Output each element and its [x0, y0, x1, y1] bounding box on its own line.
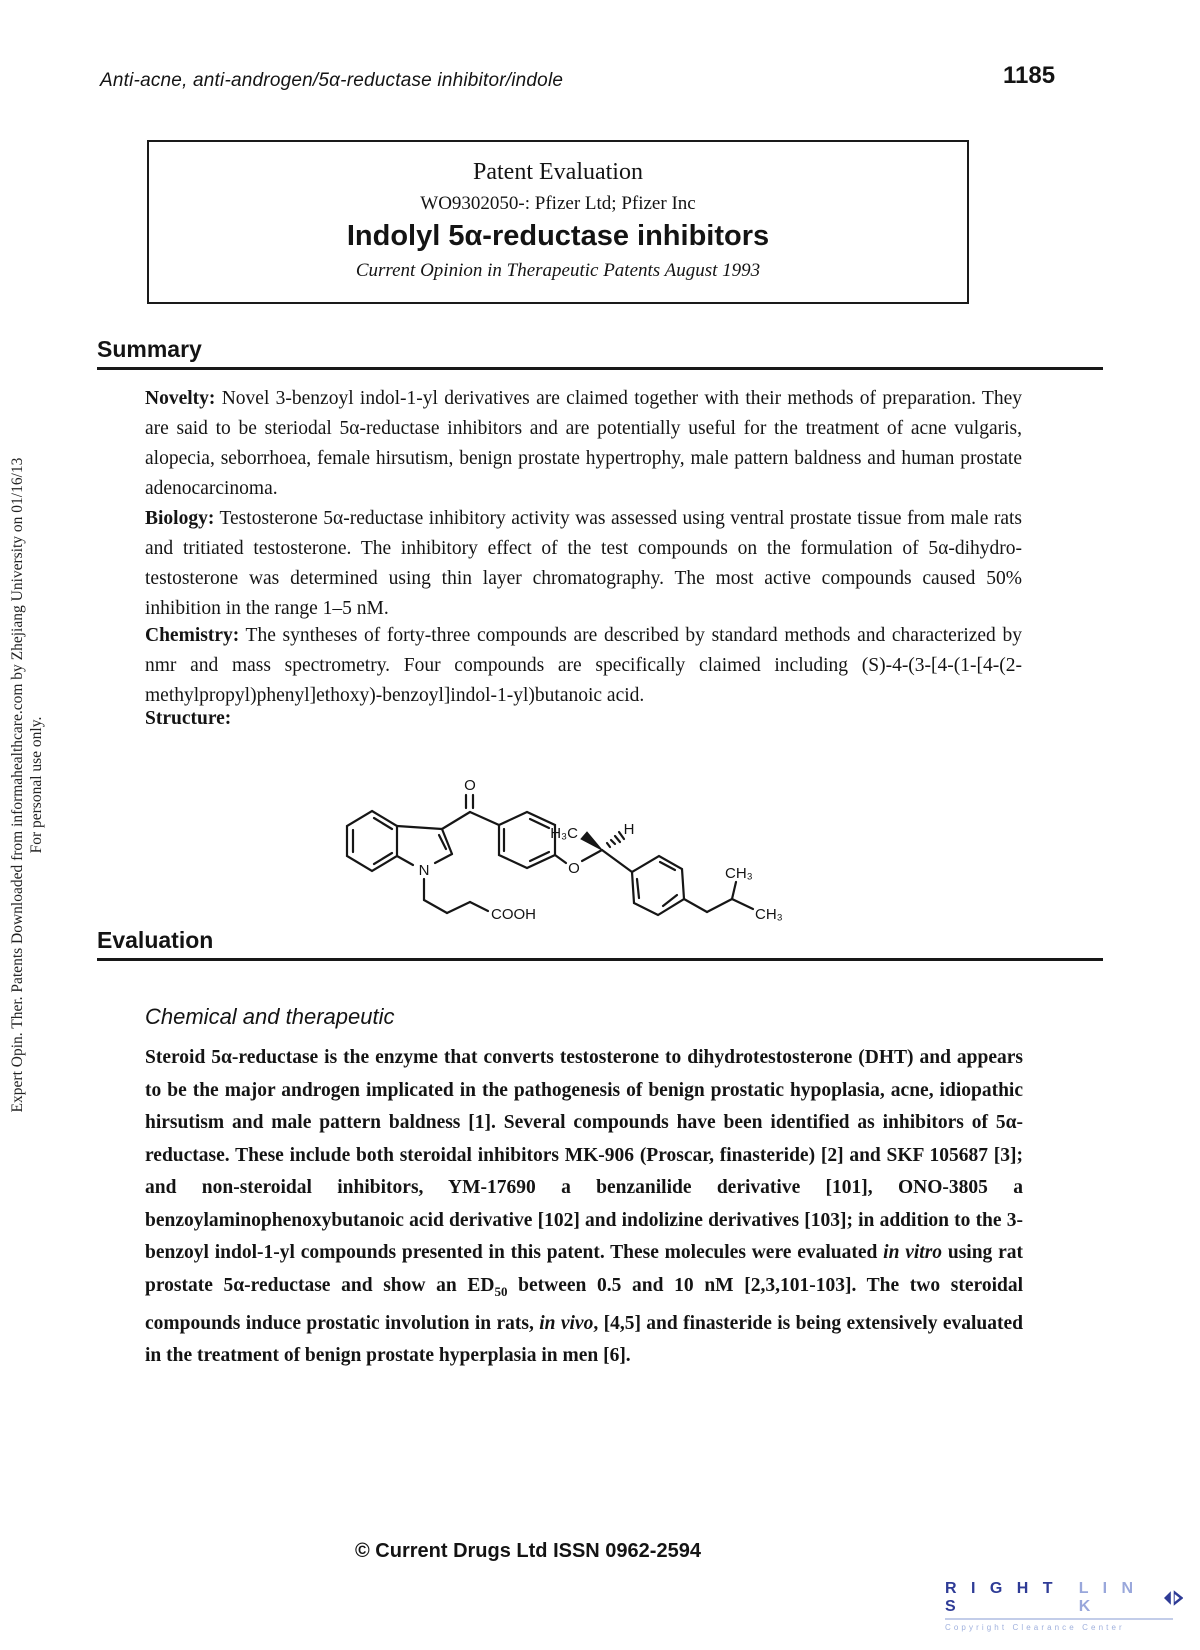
page-number: 1185: [1003, 62, 1056, 89]
chemical-structure-diagram: [312, 742, 812, 930]
central-phenyl-ring: [499, 812, 555, 868]
rightslink-divider: [945, 1618, 1173, 1620]
rightslink-tagline: Copyright Clearance Center: [945, 1623, 1125, 1632]
structure-label: Structure:: [145, 708, 232, 729]
eval-seg4: , [4,5] and finasteride is being extensively evaluated in the treatment of benign prostate hyperplasia in men [6].: [145, 1312, 1023, 1367]
rightslink-rights-text: R I G H T S: [945, 1580, 1058, 1615]
rightslink-logo[interactable]: [945, 1580, 1183, 1632]
evaluation-heading: Evaluation: [97, 927, 214, 953]
novelty-label: Novelty:: [145, 388, 216, 409]
indole-benzene-ring: [347, 811, 397, 871]
sidebar-line2: For personal use only.: [28, 716, 45, 854]
chemistry-paragraph: [145, 621, 1022, 711]
rightslink-wordmark: [945, 1580, 1183, 1616]
eval-ed50-subscript: 50: [494, 1283, 508, 1299]
running-head: Anti-acne, anti-androgen/5α-reductase inhibitor/indole: [100, 70, 564, 91]
evaluation-rule: [97, 958, 1103, 961]
rightslink-link-text: L I N K: [1078, 1580, 1139, 1615]
eval-italic-in-vivo: in vivo: [539, 1312, 594, 1334]
novelty-text: Novel 3-benzoyl indol-1-yl derivatives are claimed together with their methods of preparation. They are said to be steriodal 5α-reductase inhibitors and are potentially useful for the treatment of acne vulgaris, alopecia, seborrhoea, female hirsutism, benign prostate hypertrophy, male pattern baldness and human prostate adenocarcinoma.: [145, 388, 1022, 499]
biology-text: Testosterone 5α-reductase inhibitory activity was assessed using ventral prostate tissue from male rats and tritiated testosterone. The inhibitory effect of the test compounds on the formulation of 5α-dihydro-testosterone was determined using thin layer chromatography. The most active compounds caused 50% inhibition in the range 1–5 nM.: [145, 508, 1022, 619]
stereo-h-label: H: [623, 821, 635, 838]
biology-paragraph: [145, 504, 1022, 624]
source-line: Current Opinion in Therapeutic Patents August 1993: [355, 260, 761, 281]
title-box: [147, 140, 969, 304]
summary-rule: [97, 367, 1103, 370]
eval-italic-in-vitro: in vitro: [883, 1242, 943, 1263]
eval-seg2: using rat prostate 5α-reductase and show an ED: [145, 1242, 1023, 1296]
lower-methyl-label: CH₃: [755, 906, 783, 923]
copyright-footer: © Current Drugs Ltd ISSN 0962-2594: [355, 1540, 701, 1562]
h3c-label: H₃C: [550, 825, 578, 842]
chemistry-label: Chemistry:: [145, 625, 240, 646]
rightslink-arrow-icon: [1164, 1590, 1183, 1606]
evaluation-body: [145, 1042, 1023, 1373]
wedge-bond: [581, 832, 602, 850]
evaluation-subheading: Chemical and therapeutic: [145, 1004, 395, 1029]
patent-line: WO9302050-: Pfizer Ltd; Pfizer Inc: [420, 193, 696, 214]
ether-oxygen-label: O: [568, 860, 580, 877]
eval-seg1: Steroid 5α-reductase is the enzyme that converts testosterone to dihydrotestosterone (DHT) and appears to be the major androgen implicated in the pathogenesis of benign prostatic hypoplasia, acne, idiopathic hirsutism and male pattern baldness [1]. Several compounds have been identified as inhibitors of 5α-reductase. These include both steroidal inhibitors MK-906 (Proscar, finasteride) [2] and SKF 105687 [3]; and non-steroidal inhibitors, YM-17690 a benzanilide derivative [101], ONO-3805 a benzoylaminophenoxybutanoic acid derivative [102] and indolizine derivatives [103]; in addition to the 3-benzoyl indol-1-yl compounds presented in this patent. These molecules were evaluated: [145, 1047, 1023, 1263]
ketone-oxygen-label: O: [464, 777, 476, 794]
article-title: Indolyl 5α-reductase inhibitors: [346, 220, 770, 252]
chemistry-text: The syntheses of forty-three compounds are described by standard methods and characterized by nmr and mass spectrometry. Four compounds are specifically claimed including (S)-4-(3-[4-(1-[4-(2-methylpropyl)phenyl]ethoxy)-benzoyl]indol-1-yl)butanoic acid.: [145, 625, 1022, 706]
nitrogen-label: N: [418, 862, 430, 879]
cooh-label: COOH: [491, 906, 536, 923]
upper-methyl-label: CH₃: [725, 865, 753, 882]
sidebar-line1: Expert Opin. Ther. Patents Downloaded from informahealthcare.com by Zhejiang University on 01/16/13: [9, 457, 26, 1113]
download-provenance-sidebar: [8, 438, 46, 1132]
right-phenyl-ring: [632, 856, 684, 915]
summary-heading: Summary: [97, 336, 202, 362]
biology-label: Biology:: [145, 508, 215, 529]
novelty-paragraph: [145, 384, 1022, 504]
eval-seg3: between 0.5 and 10 nM [2,3,101-103]. The two steroidal compounds induce prostatic involution in rats,: [145, 1274, 1024, 1334]
kicker: Patent Evaluation: [473, 159, 643, 185]
